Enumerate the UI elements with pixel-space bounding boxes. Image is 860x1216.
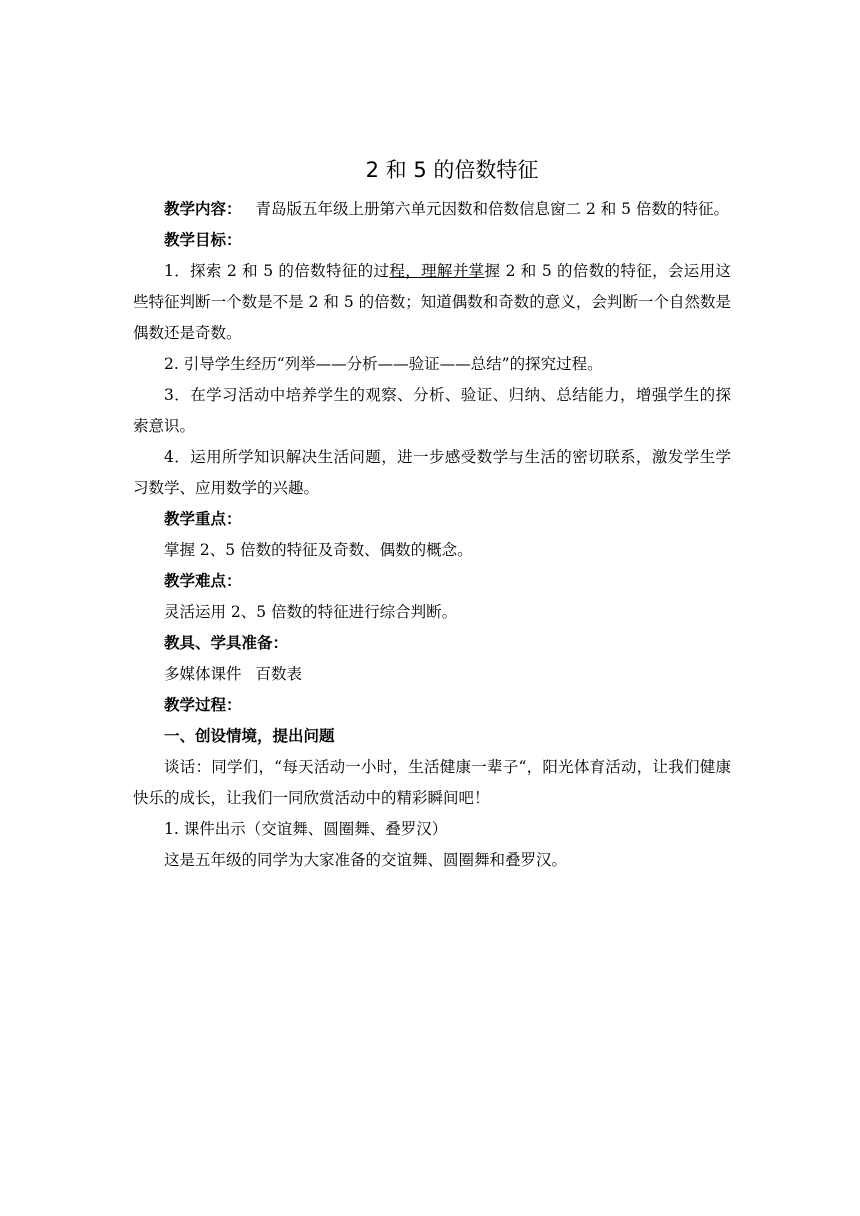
objective-1-text-start: 1．探索 2 和 5 的倍数特征的过 [164, 262, 390, 280]
tools-item-hundred-chart: 百数表 [255, 665, 303, 683]
tools-item-courseware: 多媒体课件 [164, 665, 242, 683]
process-section-1-heading: 一、创设情境，提出问题 [164, 727, 335, 745]
process-talk-paragraph: 谈话：同学们，“每天活动一小时，生活健康一辈子“，阳光体育活动，让我们健康快乐的成长，让我们一同欣赏活动中的精彩瞬间吧！ [133, 758, 731, 807]
process-step-1: 1. 课件出示（交谊舞、圆圈舞、叠罗汉） [164, 820, 448, 838]
objective-item-2: 2. 引导学生经历“列举——分析——验证——总结”的探究过程。 [164, 355, 603, 373]
document-page [133, 150, 731, 876]
content-label: 教学内容： [164, 200, 242, 218]
objective-1-text-end: 握 2 和 5 的倍数的特征，会运用这些特征判断一个数是不是 2 和 5 的倍数；知道偶数和奇数的意义，会判断一个自然数是偶数还是奇数。 [133, 262, 731, 342]
tools-heading: 教具、学具准备： [164, 634, 289, 652]
tools-list [133, 659, 731, 690]
objective-item-1 [133, 256, 731, 349]
key-point-text: 掌握 2、5 倍数的特征及奇数、偶数的概念。 [164, 541, 473, 559]
objectives-heading: 教学目标： [164, 231, 242, 249]
objective-item-3: 3．在学习活动中培养学生的观察、分析、验证、归纳、总结能力，增强学生的探索意识。 [133, 386, 731, 435]
key-point-heading: 教学重点： [164, 510, 242, 528]
process-step-1-text: 这是五年级的同学为大家准备的交谊舞、圆圈舞和叠罗汉。 [164, 851, 568, 869]
content-text: 青岛版五年级上册第六单元因数和倍数信息窗二 2 和 5 倍数的特征。 [255, 200, 729, 218]
difficulty-heading: 教学难点： [164, 572, 242, 590]
process-heading: 教学过程： [164, 696, 242, 714]
objective-1-underlined-text: 程，理解并掌 [389, 262, 485, 280]
content-paragraph [133, 194, 731, 225]
objective-item-4: 4．运用所学知识解决生活问题，进一步感受数学与生活的密切联系，激发学生学习数学、应用数学的兴趣。 [133, 448, 731, 497]
difficulty-text: 灵活运用 2、5 倍数的特征进行综合判断。 [164, 603, 458, 621]
document-title: 2 和 5 的倍数特征 [365, 158, 539, 182]
